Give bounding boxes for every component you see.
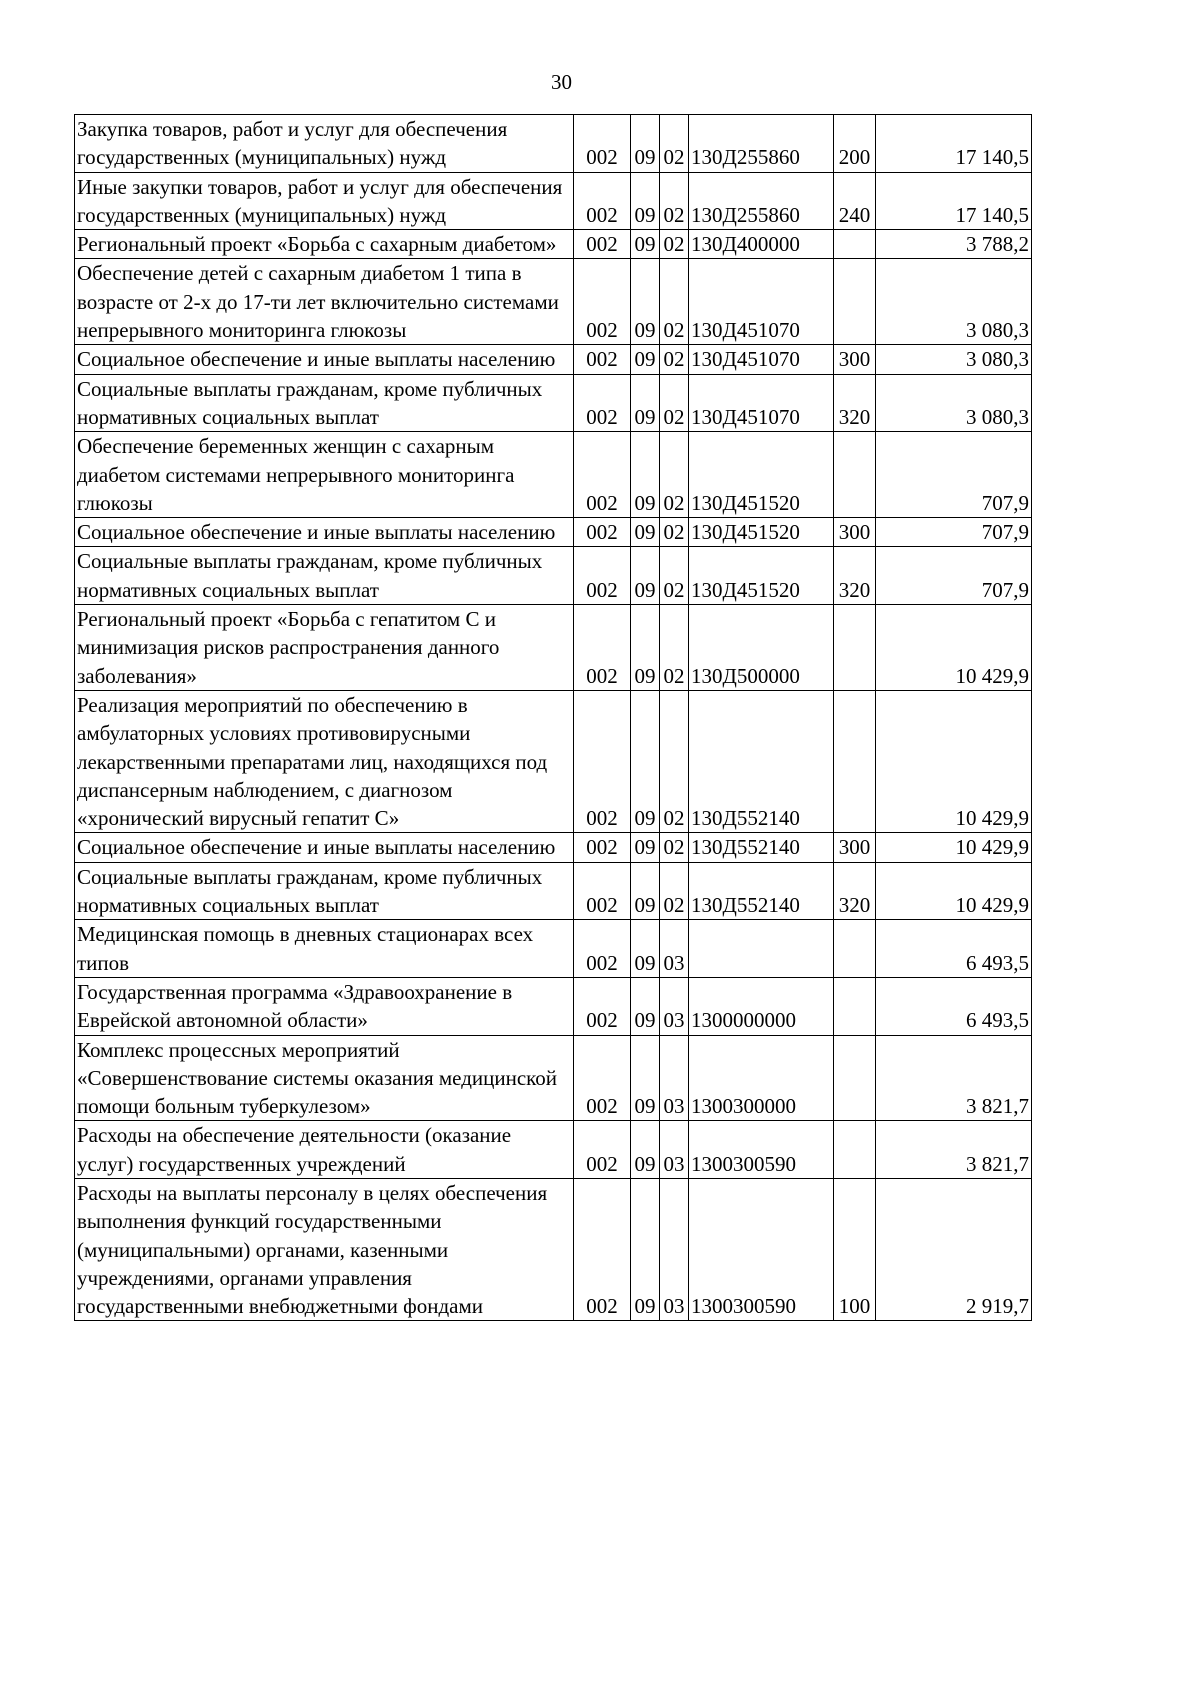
amount-cell: 10 429,9	[876, 862, 1032, 920]
table-row	[75, 115, 1032, 173]
department-code-cell: 002	[574, 259, 631, 345]
table-row	[75, 547, 1032, 605]
table-row	[75, 374, 1032, 432]
section-code-cell: 09	[631, 259, 660, 345]
subsection-code-cell: 02	[660, 547, 689, 605]
subsection-code-cell: 02	[660, 862, 689, 920]
expenditure-name-cell: Региональный проект «Борьба с сахарным диабетом»	[75, 230, 574, 259]
table-row	[75, 518, 1032, 547]
amount-cell: 2 919,7	[876, 1178, 1032, 1320]
subsection-code-cell: 03	[660, 977, 689, 1035]
table-row	[75, 833, 1032, 862]
target-article-cell: 130Д451070	[689, 345, 834, 374]
subsection-code-cell: 02	[660, 374, 689, 432]
department-code-cell: 002	[574, 690, 631, 832]
department-code-cell: 002	[574, 977, 631, 1035]
expense-type-cell	[834, 605, 876, 691]
amount-cell: 707,9	[876, 518, 1032, 547]
amount-cell: 10 429,9	[876, 605, 1032, 691]
table-row	[75, 1121, 1032, 1179]
target-article-cell: 130Д451070	[689, 259, 834, 345]
department-code-cell: 002	[574, 345, 631, 374]
subsection-code-cell: 03	[660, 920, 689, 978]
amount-cell: 3 821,7	[876, 1121, 1032, 1179]
department-code-cell: 002	[574, 1178, 631, 1320]
department-code-cell: 002	[574, 1121, 631, 1179]
expenditure-name-cell: Расходы на выплаты персоналу в целях обеспечения выполнения функций государственными (муниципальными) органами, казенными учреждениями, органами управления государственными внебюджетными фондами	[75, 1178, 574, 1320]
section-code-cell: 09	[631, 1178, 660, 1320]
expenditure-name-cell: Обеспечение детей с сахарным диабетом 1 типа в возрасте от 2-х до 17-ти лет включительно системами непрерывного мониторинга глюкозы	[75, 259, 574, 345]
table-row	[75, 172, 1032, 230]
expenditure-name-cell: Социальное обеспечение и иные выплаты населению	[75, 345, 574, 374]
table-row	[75, 1035, 1032, 1121]
subsection-code-cell: 02	[660, 432, 689, 518]
section-code-cell: 09	[631, 1035, 660, 1121]
expense-type-cell: 300	[834, 518, 876, 547]
target-article-cell: 1300300000	[689, 1035, 834, 1121]
section-code-cell: 09	[631, 862, 660, 920]
expense-type-cell	[834, 259, 876, 345]
expense-type-cell	[834, 690, 876, 832]
expenditure-name-cell: Закупка товаров, работ и услуг для обеспечения государственных (муниципальных) нужд	[75, 115, 574, 173]
subsection-code-cell: 03	[660, 1035, 689, 1121]
expenditure-name-cell: Расходы на обеспечение деятельности (оказание услуг) государственных учреждений	[75, 1121, 574, 1179]
table-row	[75, 690, 1032, 832]
amount-cell: 3 821,7	[876, 1035, 1032, 1121]
subsection-code-cell: 02	[660, 833, 689, 862]
department-code-cell: 002	[574, 230, 631, 259]
section-code-cell: 09	[631, 690, 660, 832]
department-code-cell: 002	[574, 862, 631, 920]
table-row	[75, 920, 1032, 978]
department-code-cell: 002	[574, 518, 631, 547]
expenditure-name-cell: Социальное обеспечение и иные выплаты населению	[75, 518, 574, 547]
section-code-cell: 09	[631, 432, 660, 518]
department-code-cell: 002	[574, 172, 631, 230]
target-article-cell: 130Д255860	[689, 115, 834, 173]
expenditure-name-cell: Социальное обеспечение и иные выплаты населению	[75, 833, 574, 862]
target-article-cell: 130Д255860	[689, 172, 834, 230]
subsection-code-cell: 02	[660, 230, 689, 259]
target-article-cell: 130Д552140	[689, 690, 834, 832]
expense-type-cell	[834, 230, 876, 259]
section-code-cell: 09	[631, 518, 660, 547]
target-article-cell: 130Д451070	[689, 374, 834, 432]
subsection-code-cell: 02	[660, 115, 689, 173]
table-row	[75, 259, 1032, 345]
subsection-code-cell: 02	[660, 605, 689, 691]
amount-cell: 6 493,5	[876, 977, 1032, 1035]
amount-cell: 707,9	[876, 432, 1032, 518]
department-code-cell: 002	[574, 432, 631, 518]
expenditure-name-cell: Социальные выплаты гражданам, кроме публичных нормативных социальных выплат	[75, 547, 574, 605]
target-article-cell: 130Д400000	[689, 230, 834, 259]
subsection-code-cell: 03	[660, 1178, 689, 1320]
target-article-cell: 130Д451520	[689, 432, 834, 518]
expenditure-name-cell: Реализация мероприятий по обеспечению в амбулаторных условиях противовирусными лекарственными препаратами лиц, находящихся под диспансерным наблюдением, с диагнозом «хронический вирусный гепатит С»	[75, 690, 574, 832]
section-code-cell: 09	[631, 172, 660, 230]
expenditure-name-cell: Государственная программа «Здравоохранение в Еврейской автономной области»	[75, 977, 574, 1035]
subsection-code-cell: 03	[660, 1121, 689, 1179]
section-code-cell: 09	[631, 605, 660, 691]
subsection-code-cell: 02	[660, 259, 689, 345]
table-row	[75, 605, 1032, 691]
target-article-cell: 130Д552140	[689, 833, 834, 862]
target-article-cell	[689, 920, 834, 978]
target-article-cell: 130Д451520	[689, 518, 834, 547]
amount-cell: 6 493,5	[876, 920, 1032, 978]
section-code-cell: 09	[631, 345, 660, 374]
subsection-code-cell: 02	[660, 172, 689, 230]
expense-type-cell	[834, 1035, 876, 1121]
expense-type-cell	[834, 1121, 876, 1179]
target-article-cell: 130Д500000	[689, 605, 834, 691]
expenditure-name-cell: Обеспечение беременных женщин с сахарным диабетом системами непрерывного мониторинга глюкозы	[75, 432, 574, 518]
section-code-cell: 09	[631, 833, 660, 862]
section-code-cell: 09	[631, 374, 660, 432]
table-row	[75, 977, 1032, 1035]
subsection-code-cell: 02	[660, 345, 689, 374]
target-article-cell: 130Д451520	[689, 547, 834, 605]
department-code-cell: 002	[574, 605, 631, 691]
expenditure-name-cell: Региональный проект «Борьба с гепатитом С и минимизация рисков распространения данного заболевания»	[75, 605, 574, 691]
page-number: 30	[551, 70, 572, 94]
expense-type-cell: 100	[834, 1178, 876, 1320]
amount-cell: 10 429,9	[876, 690, 1032, 832]
section-code-cell: 09	[631, 920, 660, 978]
department-code-cell: 002	[574, 833, 631, 862]
amount-cell: 3 080,3	[876, 345, 1032, 374]
expense-type-cell: 320	[834, 547, 876, 605]
amount-cell: 3 788,2	[876, 230, 1032, 259]
expense-type-cell: 200	[834, 115, 876, 173]
expense-type-cell	[834, 977, 876, 1035]
target-article-cell: 1300000000	[689, 977, 834, 1035]
subsection-code-cell: 02	[660, 518, 689, 547]
table-row	[75, 432, 1032, 518]
department-code-cell: 002	[574, 374, 631, 432]
expense-type-cell: 320	[834, 862, 876, 920]
department-code-cell: 002	[574, 115, 631, 173]
expense-type-cell	[834, 920, 876, 978]
expense-type-cell	[834, 432, 876, 518]
table-row	[75, 230, 1032, 259]
department-code-cell: 002	[574, 547, 631, 605]
section-code-cell: 09	[631, 230, 660, 259]
amount-cell: 10 429,9	[876, 833, 1032, 862]
expenditure-name-cell: Социальные выплаты гражданам, кроме публичных нормативных социальных выплат	[75, 374, 574, 432]
amount-cell: 3 080,3	[876, 374, 1032, 432]
expenditure-name-cell: Иные закупки товаров, работ и услуг для обеспечения государственных (муниципальных) нужд	[75, 172, 574, 230]
expense-type-cell: 300	[834, 345, 876, 374]
expenditure-name-cell: Социальные выплаты гражданам, кроме публичных нормативных социальных выплат	[75, 862, 574, 920]
table-row	[75, 345, 1032, 374]
subsection-code-cell: 02	[660, 690, 689, 832]
expense-type-cell: 300	[834, 833, 876, 862]
amount-cell: 707,9	[876, 547, 1032, 605]
section-code-cell: 09	[631, 977, 660, 1035]
expenditure-name-cell: Комплекс процессных мероприятий «Совершенствование системы оказания медицинской помощи больным туберкулезом»	[75, 1035, 574, 1121]
table-row	[75, 1178, 1032, 1320]
table-row	[75, 862, 1032, 920]
section-code-cell: 09	[631, 547, 660, 605]
department-code-cell: 002	[574, 1035, 631, 1121]
target-article-cell: 1300300590	[689, 1121, 834, 1179]
amount-cell: 17 140,5	[876, 172, 1032, 230]
target-article-cell: 1300300590	[689, 1178, 834, 1320]
amount-cell: 3 080,3	[876, 259, 1032, 345]
amount-cell: 17 140,5	[876, 115, 1032, 173]
section-code-cell: 09	[631, 1121, 660, 1179]
expense-type-cell: 240	[834, 172, 876, 230]
expense-type-cell: 320	[834, 374, 876, 432]
target-article-cell: 130Д552140	[689, 862, 834, 920]
expenditure-name-cell: Медицинская помощь в дневных стационарах всех типов	[75, 920, 574, 978]
department-code-cell: 002	[574, 920, 631, 978]
budget-table	[74, 114, 1032, 1321]
section-code-cell: 09	[631, 115, 660, 173]
